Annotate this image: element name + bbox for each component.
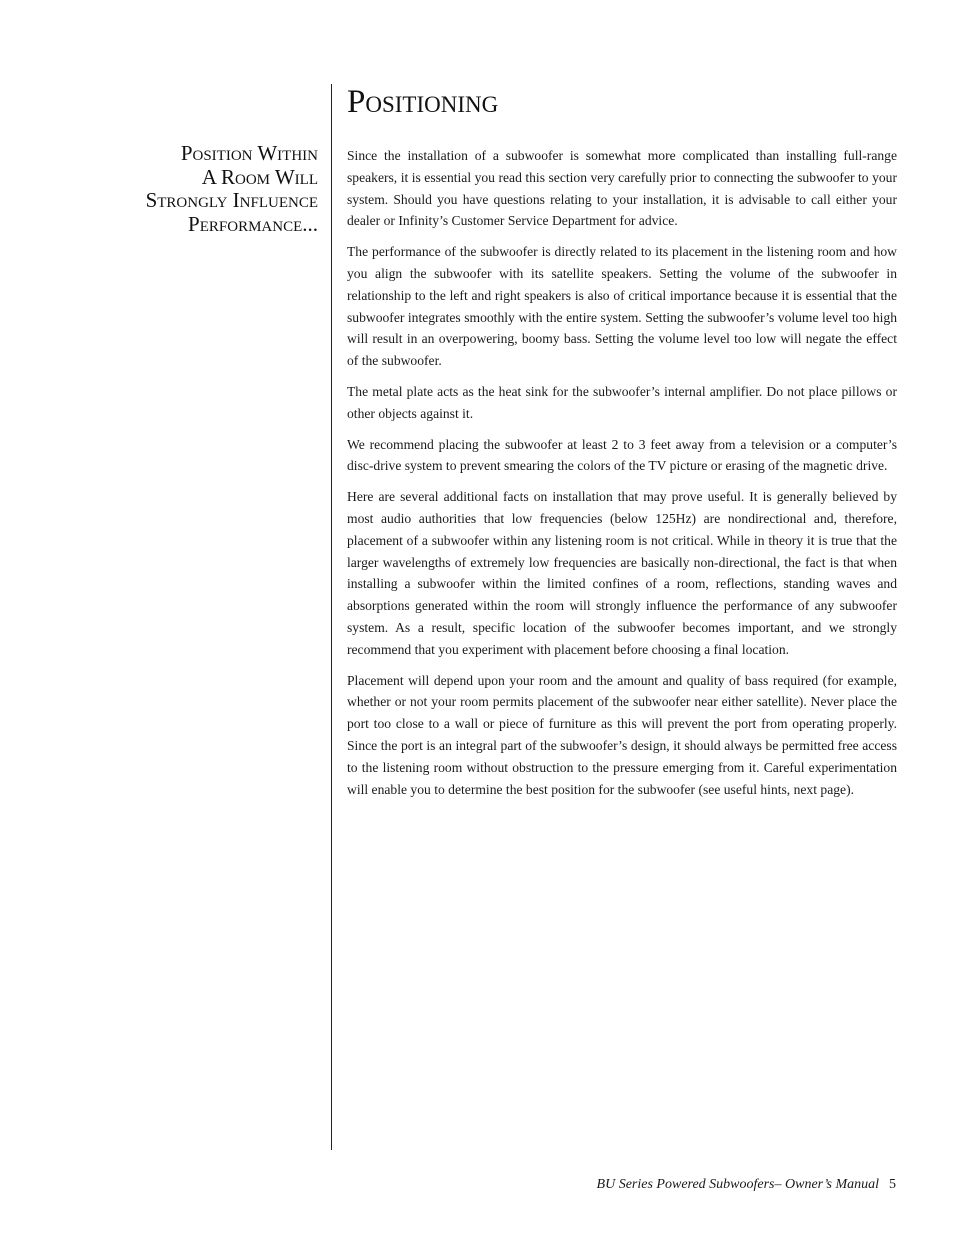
page-number: 5	[889, 1177, 896, 1192]
column-divider	[331, 84, 332, 1150]
paragraph: Since the installation of a subwoofer is somewhat more complicated than installing full-range speakers, it is essential you read this section very carefully prior to connecting the subwoofer to your system. Should you have questions relating to your installation, it is advisable to call either your dealer or Infinity’s Customer Service Department for advice.	[347, 148, 897, 229]
sidebar-heading-line: Performance...	[188, 211, 318, 236]
page-title: Positioning	[347, 84, 499, 120]
footer-manual-title: BU Series Powered Subwoofers– Owner’s Manual	[596, 1177, 879, 1192]
sidebar-heading-line: Position Within	[180, 141, 318, 165]
paragraph: We recommend placing the subwoofer at least 2 to 3 feet away from a television or a computer’s disc-drive system to prevent smearing the colors of the TV picture or erasing of the magnetic drive.	[347, 436, 897, 474]
paragraph: The performance of the subwoofer is directly related to its placement in the listening room and how you align the subwoofer with its satellite speakers. Setting the volume of the subwoofer in relationship to the left and right speakers is also of critical importance because it is essential that the subwoofer integrates smoothly with the entire system. Setting the subwoofer’s volume level too high will result in an overpowering, boomy bass. Setting the volume level too low will negate the effect of the subwoofer.	[347, 244, 897, 369]
sidebar-heading-line: A Room Will	[201, 164, 318, 189]
paragraph: Here are several additional facts on installation that may prove useful. It is generally believed by most audio authorities that low frequencies (below 125Hz) are nondirectional and, therefore, placement of a subwoofer within any listening room is not critical. While in theory it is true that the larger wavelengths of extremely low frequencies are basically non-directional, the fact is that when installing a subwoofer within the limited confines of a room, reflections, standing waves and absorptions generated within the room will strongly influence the performance of any subwoofer system. As a result, specific location of the subwoofer becomes important, and we strongly recommend that you experiment with placement before choosing a final location.	[347, 489, 897, 657]
sidebar-heading-line: Strongly Influence	[145, 188, 318, 212]
page-footer	[597, 1177, 896, 1193]
paragraph: The metal plate acts as the heat sink for the subwoofer’s internal amplifier. Do not place pillows or other objects against it.	[347, 383, 897, 421]
sidebar-heading	[60, 142, 318, 236]
body-text	[347, 145, 897, 809]
paragraph: Placement will depend upon your room and the amount and quality of bass required (for example, whether or not your room permits placement of the subwoofer near either satellite). Never place the port too close to a wall or piece of furniture as this will prevent the port from operating properly. Since the port is an integral part of the subwoofer’s design, it should always be permitted free access to the listening room without obstruction to the pressure emerging from it. Careful experimentation will enable you to determine the best position for the subwoofer (see useful hints, next page).	[347, 672, 897, 797]
